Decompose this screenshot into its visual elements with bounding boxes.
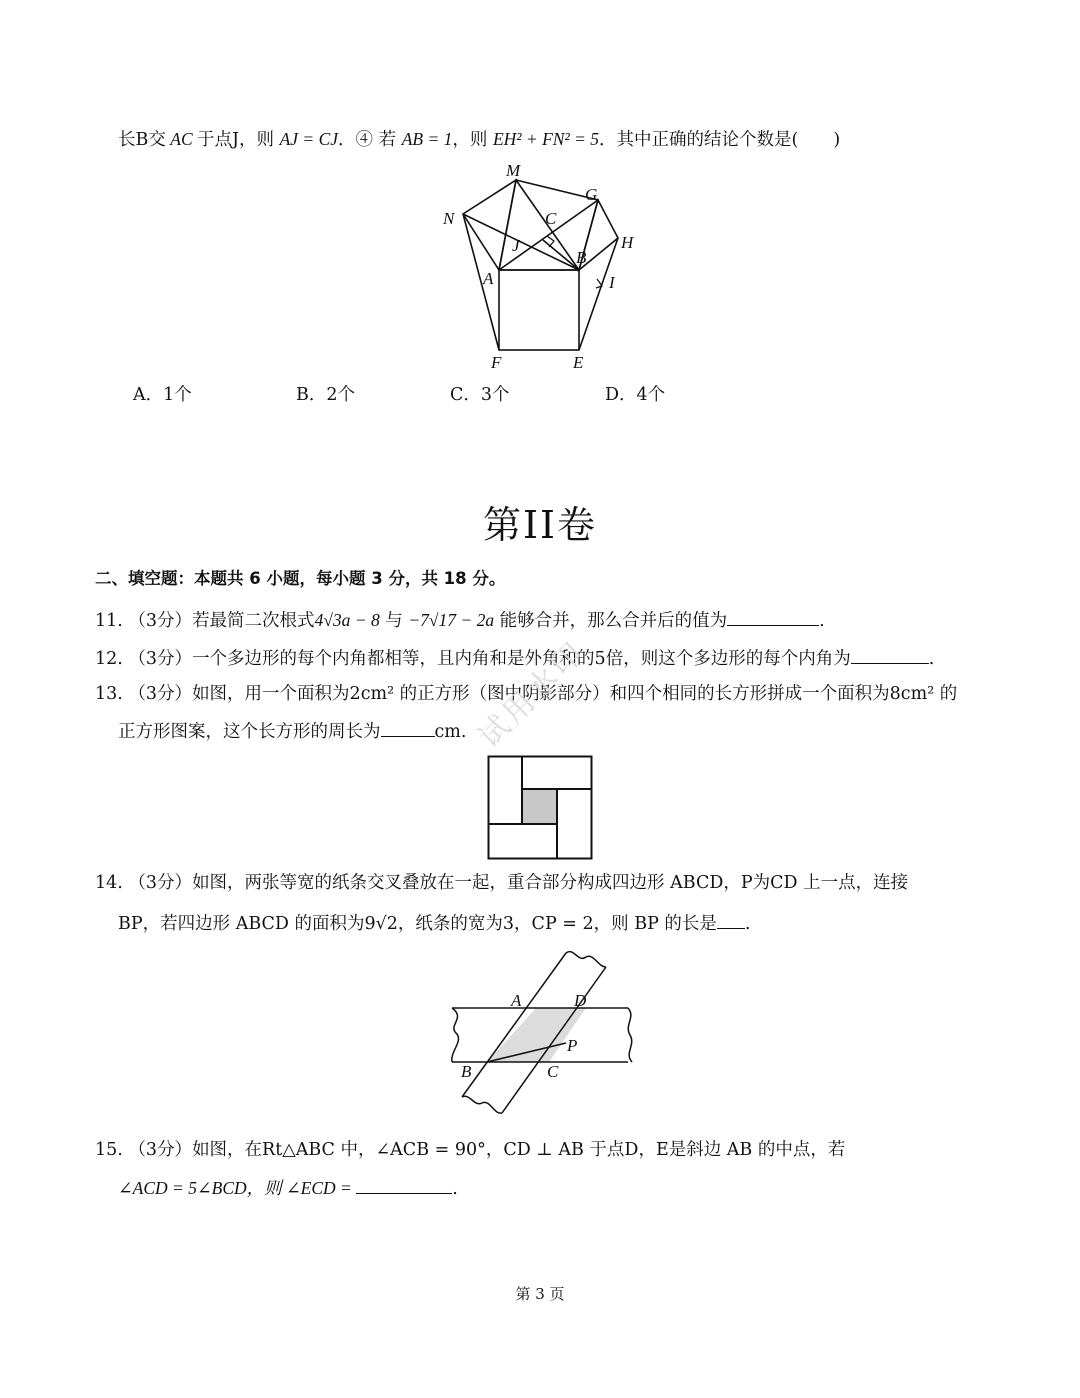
label-p: P	[567, 1036, 578, 1055]
q14-score: （3分）	[128, 873, 193, 893]
q11-text-3: 能够合并，那么合并后的值为	[494, 611, 728, 631]
label-a: A	[511, 991, 522, 1010]
q13-text: 如图，用一个面积为2cm² 的正方形（图中阴影部分）和四个相同的长方形拼成一个面积为8cm² 的	[192, 684, 958, 704]
h-strip-right-edge	[628, 1008, 632, 1062]
square-abef	[499, 270, 579, 350]
q11-score: （3分）	[128, 611, 193, 631]
label-n: N	[443, 209, 455, 228]
label-f: F	[491, 353, 502, 372]
q15-score: （3分）	[128, 1140, 193, 1160]
label-a: A	[483, 269, 494, 288]
question-15	[95, 1138, 845, 1162]
label-m: M	[506, 161, 521, 180]
q13-number: 13.	[95, 684, 123, 704]
label-e: E	[573, 353, 584, 372]
label-i: I	[609, 273, 615, 292]
q10-tail-line	[118, 127, 840, 152]
label-c: C	[547, 1062, 559, 1081]
q11-number: 11.	[95, 611, 123, 631]
label-d: D	[574, 991, 587, 1010]
q14-answer-blank[interactable]	[717, 910, 745, 929]
right-angle-mark-c	[547, 236, 554, 247]
question-13-line-2	[118, 718, 466, 744]
q12-number: 12.	[95, 649, 123, 669]
square-pattern-figure	[487, 755, 593, 860]
question-13	[95, 682, 957, 706]
q15-answer-blank[interactable]	[356, 1175, 452, 1194]
q12-end: .	[928, 649, 935, 669]
question-15-line-2	[118, 1175, 458, 1201]
q11-text-1: 若最简二次根式	[192, 611, 315, 631]
q10-option-c: C．3个	[450, 385, 510, 405]
question-14	[95, 871, 908, 895]
q10-option-b: B．2个	[296, 385, 355, 405]
page-footer: 第 3 页	[515, 1285, 565, 1303]
q15-text-2: ∠ACD = 5∠BCD，则 ∠ECD =	[118, 1178, 357, 1198]
q10-text-3: 于点J，则	[197, 130, 280, 150]
q10-text-9: ．其中正确的结论个数是( )	[599, 130, 841, 150]
watermark: 试用水印	[472, 634, 593, 755]
paper-strips-figure	[448, 945, 638, 1125]
q10-text-4: AJ = CJ	[279, 129, 339, 149]
q11-expr-2: −7√17 − 2a	[408, 610, 495, 630]
s-strip-bottom-edge	[462, 1096, 502, 1113]
h-strip-left-edge	[452, 1008, 459, 1062]
q15-end: .	[452, 1179, 458, 1199]
q13-unit: cm.	[434, 722, 467, 742]
label-h: H	[621, 233, 634, 252]
q10-text-7: ，则	[452, 130, 493, 150]
label-j: J	[512, 236, 520, 255]
section-heading: 二、填空题：本题共 6 小题，每小题 3 分，共 18 分。	[95, 569, 506, 588]
q14-text-2: BP，若四边形 ABCD 的面积为9√2，纸条的宽为3，CP = 2，则 BP 的长是	[118, 914, 717, 934]
q11-end: .	[819, 611, 825, 631]
q13-score: （3分）	[128, 684, 193, 704]
right-angle-mark-i	[596, 279, 602, 288]
q10-text-6: AB = 1	[401, 129, 453, 149]
q14-end: .	[744, 914, 751, 934]
q15-number: 15.	[95, 1140, 123, 1160]
line-nf	[463, 214, 499, 350]
q10-text-8: EH² + FN² = 5	[492, 129, 600, 149]
pentagon-figure	[430, 158, 650, 378]
q14-number: 14.	[95, 873, 123, 893]
shaded-square	[522, 789, 557, 824]
question-12	[95, 645, 934, 671]
q11-text-2: 与	[379, 611, 409, 631]
label-c: C	[545, 209, 557, 228]
s-strip-top-edge	[566, 952, 606, 967]
question-14-line-2	[118, 910, 750, 936]
q10-text-2: AC	[165, 129, 197, 149]
q11-expr-1: 4√3a − 8	[314, 610, 380, 630]
label-b: B	[576, 248, 587, 267]
section-title: 第II卷	[482, 503, 598, 547]
q15-text: 如图，在Rt△ABC 中，∠ACB = 90°，CD ⊥ AB 于点D，E是斜边 AB 的中点，若	[192, 1140, 846, 1160]
label-g: G	[585, 185, 598, 204]
q13-text-2: 正方形图案，这个长方形的周长为	[118, 722, 381, 742]
q12-answer-blank[interactable]	[851, 645, 929, 664]
q12-score: （3分）	[128, 649, 193, 669]
q10-text-5: ．④ 若	[338, 130, 402, 150]
q10-text-1: 长B交	[118, 130, 166, 150]
question-11	[95, 607, 825, 633]
q11-answer-blank[interactable]	[727, 607, 819, 626]
q12-text: 一个多边形的每个内角都相等，且内角和是外角和的5倍，则这个多边形的每个内角为	[192, 649, 851, 669]
q13-answer-blank[interactable]	[381, 718, 435, 737]
q10-option-a: A．1个	[133, 385, 192, 405]
q14-text: 如图，两张等宽的纸条交叉叠放在一起，重合部分构成四边形 ABCD，P为CD 上一点，连接	[192, 873, 909, 893]
q10-option-d: D．4个	[605, 385, 666, 405]
label-b: B	[461, 1062, 472, 1081]
